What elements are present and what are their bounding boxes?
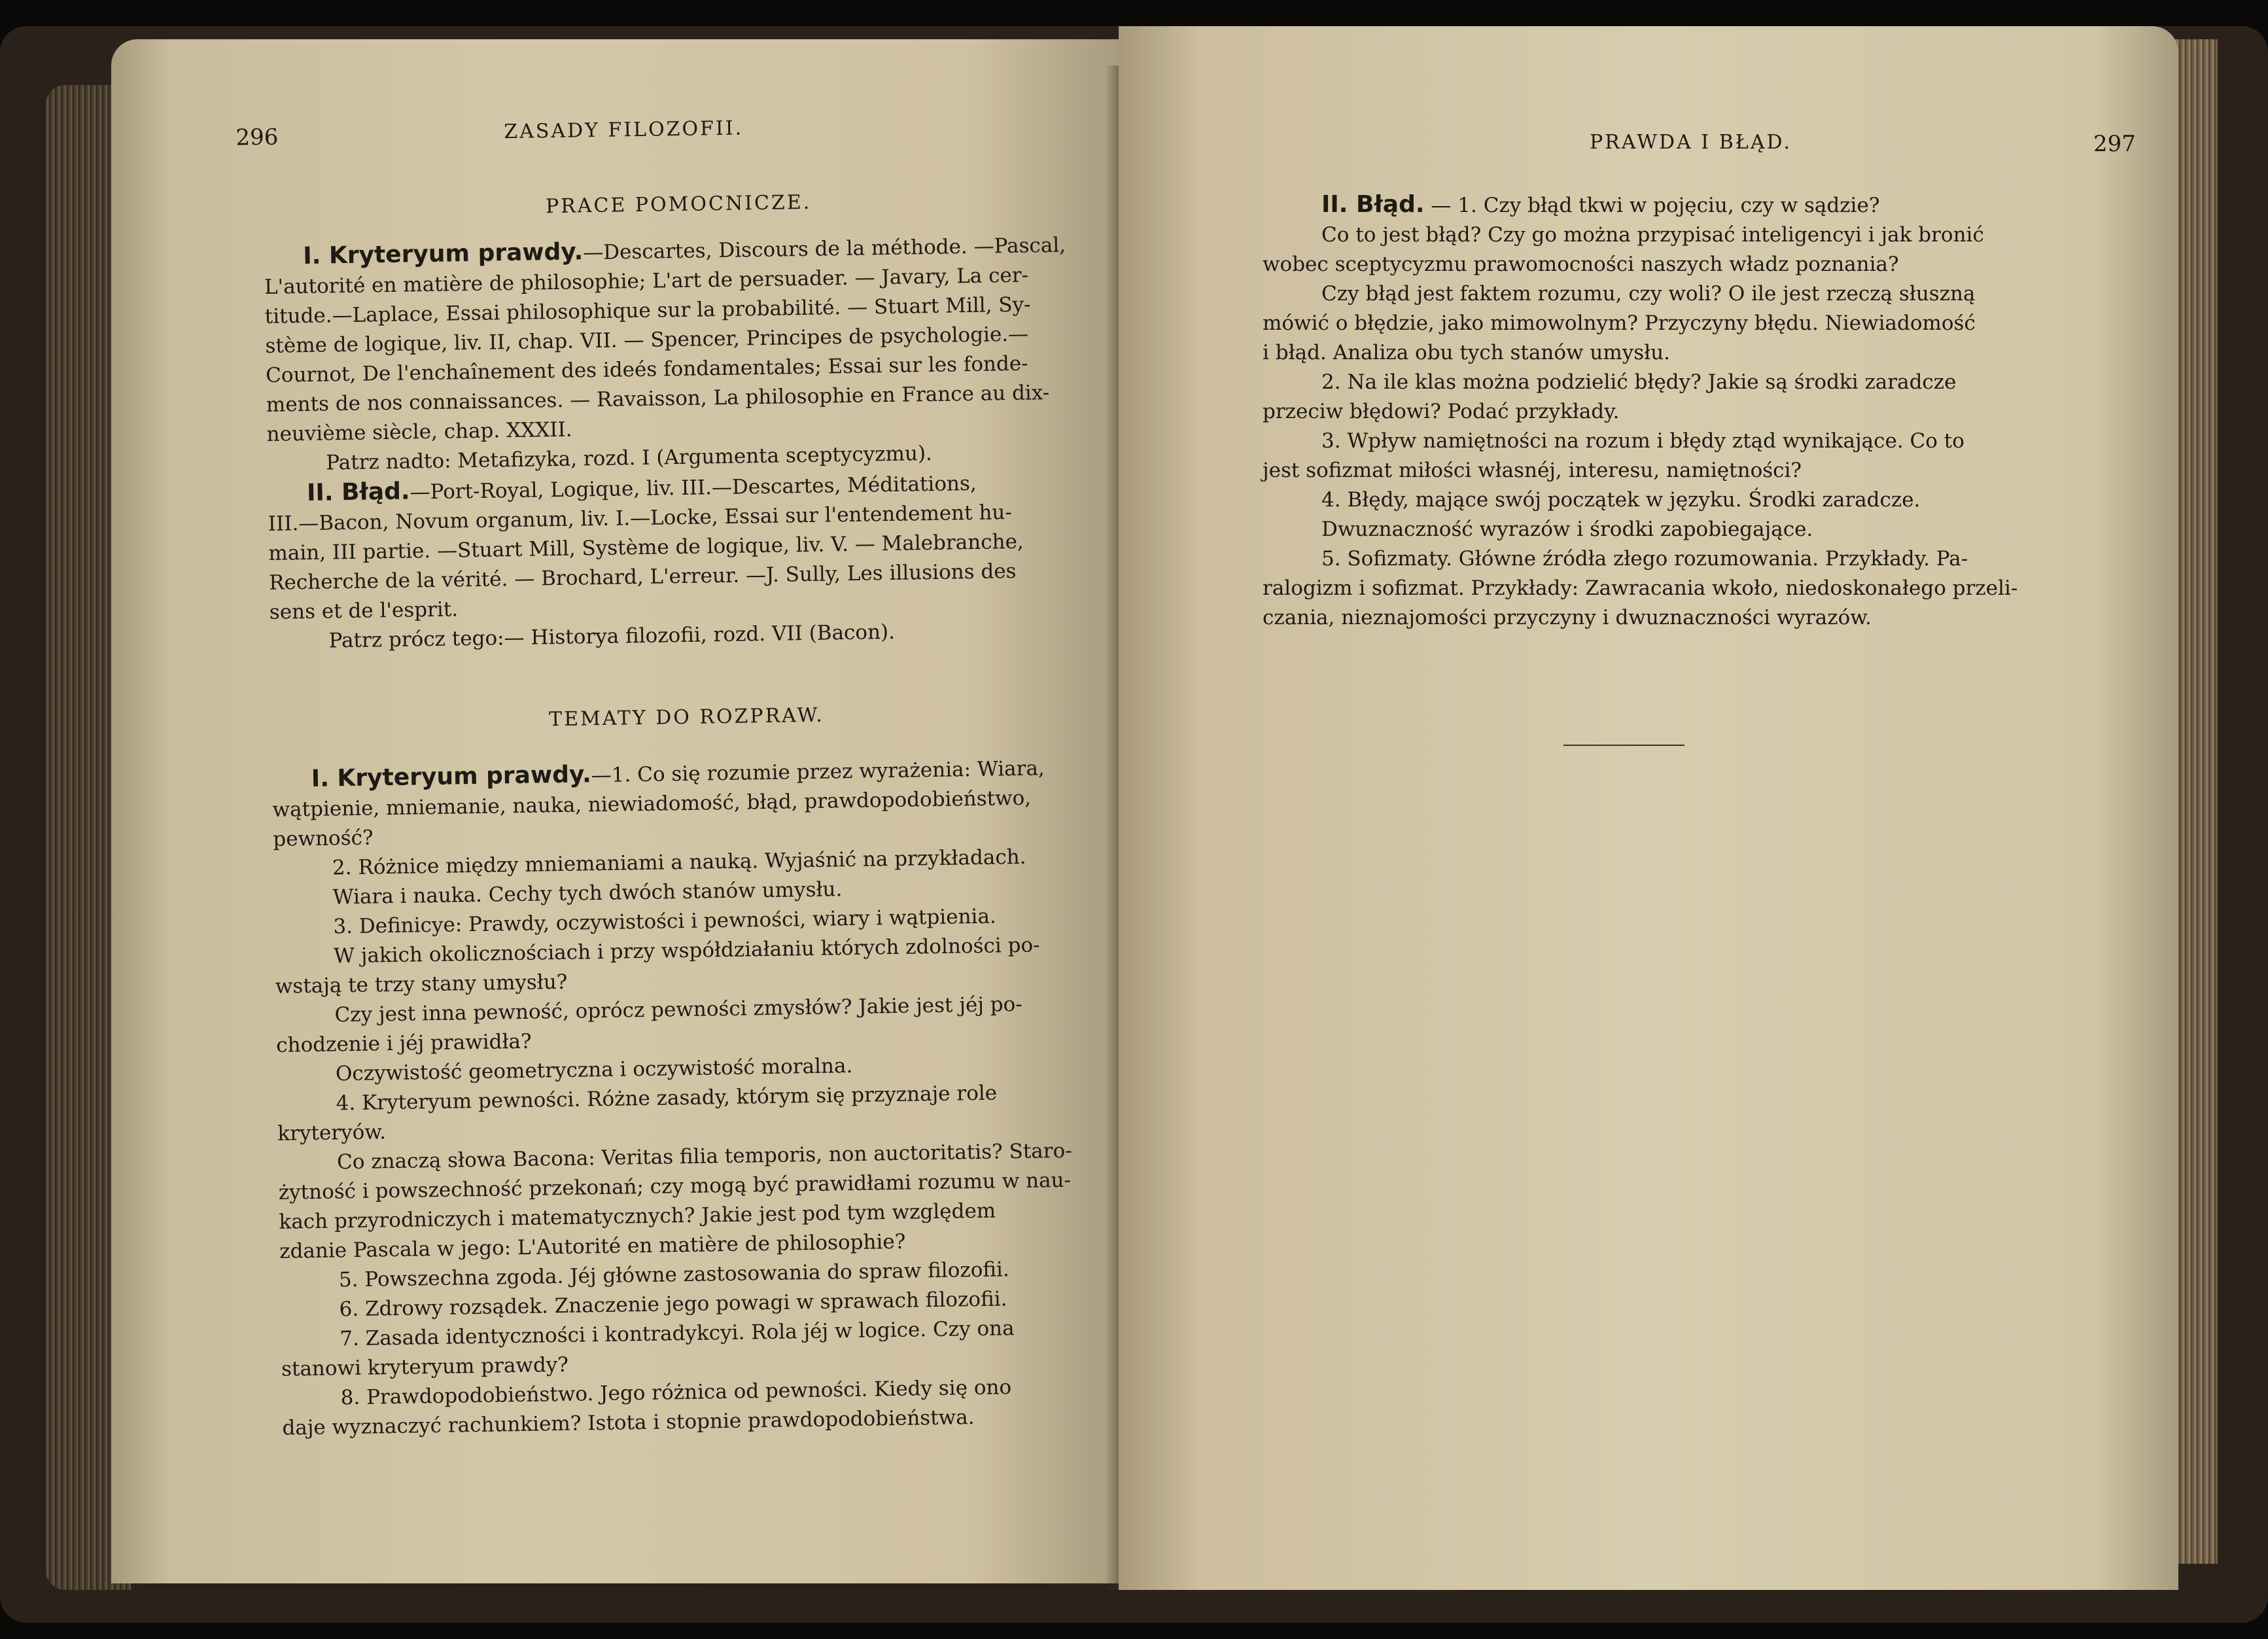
text-line: 3. Wpływ namiętności na rozum i błędy ztąd wynikające. Co to bbox=[1321, 429, 1964, 453]
text-line: przeciw błędowi? Podać przykłady. bbox=[1263, 400, 1620, 423]
p2-line: —Port-Royal, Logique, liv. III.—Descartes, Méditations, bbox=[410, 471, 977, 504]
p2-lead: II. Błąd. bbox=[306, 478, 410, 506]
t1-line: —1. Co się rozumie przez wyrażenia: Wiara, bbox=[591, 756, 1045, 788]
section-title-prace: PRACE POMOCNICZE. bbox=[545, 190, 812, 219]
p1-lead: I. Kryteryum prawdy. bbox=[303, 238, 584, 270]
right-page-number: 297 bbox=[2093, 131, 2136, 157]
p2-line: sens et de l'esprit. bbox=[269, 597, 459, 624]
p1-line: L'autorité en matière de philosophie; L'art de persuader. — Javary, La cer- bbox=[264, 263, 1029, 299]
text-line: Dwuznaczność wyrazów i środki zapobiegające. bbox=[1321, 518, 1813, 541]
p1-line: ments de nos connaissances. — Ravaisson, La philosophie en France au dix- bbox=[266, 381, 1050, 417]
right-page-text bbox=[1263, 131, 2152, 633]
p1-line: titude.—Laplace, Essai philosophique sur la probabilité. — Stuart Mill, Sy- bbox=[264, 292, 1031, 328]
text-line: kach przyrodniczych i matematycznych? Jakie jest pod tym względem bbox=[279, 1199, 996, 1234]
text-line: chodzenie i jéj prawidła? bbox=[275, 1029, 532, 1057]
text-line: Czy jest inna pewność, oprócz pewności zmysłów? Jakie jest jéj po- bbox=[334, 992, 1023, 1027]
text-line: żytność i powszechność przekonań; czy mogą być prawidłami rozumu w nau- bbox=[278, 1168, 1072, 1205]
section-title-tematy: TEMATY DO ROZPRAW. bbox=[548, 703, 825, 731]
text-line: ralogizm i sofizmat. Przykłady: Zawracania wkoło, niedoskonałego przeli- bbox=[1263, 576, 2018, 600]
right-page bbox=[1119, 26, 2178, 1590]
text-line: Oczywistość geometryczna i oczywistość moralna. bbox=[335, 1053, 853, 1086]
text-line: czania, nieznajomości przyczyny i dwuznaczności wyrazów. bbox=[1263, 606, 1872, 629]
text-line: kryteryów. bbox=[277, 1120, 387, 1146]
p1-extra: Patrz nadto: Metafizyka, rozd. I (Argumenta sceptycyzmu). bbox=[326, 441, 933, 475]
text-line: 2. Na ile klas można podzielić błędy? Jakie są środki zaradcze bbox=[1321, 370, 1957, 394]
text-line: stanowi kryteryum prawdy? bbox=[281, 1352, 569, 1381]
t1-lead: I. Kryteryum prawdy. bbox=[311, 761, 592, 792]
text-line: Wiara i nauka. Cechy tych dwóch stanów umysłu. bbox=[332, 877, 843, 909]
p2-line: main, III partie. —Stuart Mill, Système de logique, liv. V. — Malebranche, bbox=[268, 529, 1024, 565]
text-line: 7. Zasada identyczności i kontradykcyi. Rola jéj w logice. Czy ona bbox=[340, 1316, 1015, 1351]
text-line: W jakich okolicznościach i przy współdziałaniu których zdolności po- bbox=[333, 933, 1040, 968]
p2-line: Recherche de la vérité. — Brochard, L'erreur. —J. Sully, Les illusions des bbox=[268, 559, 1017, 595]
text-line: 6. Zdrowy rozsądek. Znaczenie jego powagi w sprawach filozofii. bbox=[339, 1287, 1007, 1322]
t1-line: pewność? bbox=[273, 826, 374, 851]
p1-line: —Descartes, Discours de la méthode. —Pascal, bbox=[582, 233, 1066, 265]
text-line: Czy błąd jest faktem rozumu, czy woli? O ile jest rzeczą słuszną bbox=[1321, 282, 1976, 306]
text-line: 4. Kryteryum pewności. Różne zasady, którym się przyznaje role bbox=[336, 1081, 998, 1116]
right-item-list bbox=[1263, 220, 2152, 633]
text-line: Co znaczą słowa Bacona: Veritas filia temporis, non auctoritatis? Staro- bbox=[336, 1138, 1072, 1174]
end-rule bbox=[1563, 745, 1684, 746]
p1-line: neuvième siècle, chap. XXXII. bbox=[266, 417, 572, 446]
text-line: 4. Błędy, mające swój początek w języku. Środki zaradcze. bbox=[1321, 488, 1921, 512]
text-line: Co to jest błąd? Czy go można przypisać inteligencyi i jak bronić bbox=[1321, 223, 1984, 247]
t1-line: wątpienie, mniemanie, nauka, niewiadomość, błąd, prawdopodobieństwo, bbox=[272, 786, 1032, 822]
text-line: wobec sceptycyzmu prawomocności naszych władz poznania? bbox=[1263, 253, 1899, 276]
left-page-number: 296 bbox=[236, 124, 279, 151]
text-line: 2. Różnice między mniemaniami a nauką. Wyjaśnić na przykładach. bbox=[332, 845, 1026, 880]
text-line: mówić o błędzie, jako mimowolnym? Przyczyny błędu. Niewiadomość bbox=[1263, 311, 1976, 335]
p1-line: stème de logique, liv. II, chap. VII. — Spencer, Principes de psychologie.— bbox=[265, 322, 1029, 358]
p2-line: III.—Bacon, Novum organum, liv. I.—Locke, Essai sur l'entendement hu- bbox=[268, 501, 1013, 536]
left-page-text bbox=[236, 105, 1113, 1443]
right-head-lead: II. Błąd. bbox=[1321, 191, 1425, 218]
text-line: 5. Powszechna zgoda. Jéj główne zastosowania do spraw filozofii. bbox=[338, 1258, 1010, 1292]
text-line: i błąd. Analiza obu tych stanów umysłu. bbox=[1263, 341, 1671, 364]
right-head-rest: — 1. Czy błąd tkwi w pojęciu, czy w sądzie? bbox=[1431, 194, 1880, 217]
text-line: 3. Definicye: Prawdy, oczywistości i pewności, wiary i wątpienia. bbox=[333, 904, 997, 939]
text-line: 5. Sofizmaty. Główne źródła złego rozumowania. Przykłady. Pa- bbox=[1321, 547, 1968, 571]
p2-extra: Patrz prócz tego:— Historya filozofii, rozd. VII (Bacon). bbox=[328, 620, 896, 653]
left-page bbox=[111, 39, 1119, 1583]
text-line: jest sofizmat miłości własnéj, interesu, namiętności? bbox=[1263, 459, 1802, 482]
left-running-head: ZASADY FILOZOFII. bbox=[504, 116, 744, 144]
text-line: daje wyznaczyć rachunkiem? Istota i stopnie prawdopodobieństwa. bbox=[282, 1405, 975, 1440]
right-running-head: PRAWDA I BŁĄD. bbox=[1590, 131, 1792, 154]
text-line: zdanie Pascala w jego: L'Autorité en matière de philosophie? bbox=[279, 1229, 906, 1263]
text-line: 8. Prawdopodobieństwo. Jego różnica od pewności. Kiedy się ono bbox=[340, 1375, 1012, 1410]
p1-line: Cournot, De l'enchaînement des ideés fondamentales; Essai sur les fonde- bbox=[265, 351, 1028, 387]
text-line: wstają te trzy stany umysłu? bbox=[275, 970, 568, 998]
left-item-list bbox=[273, 841, 1113, 1443]
